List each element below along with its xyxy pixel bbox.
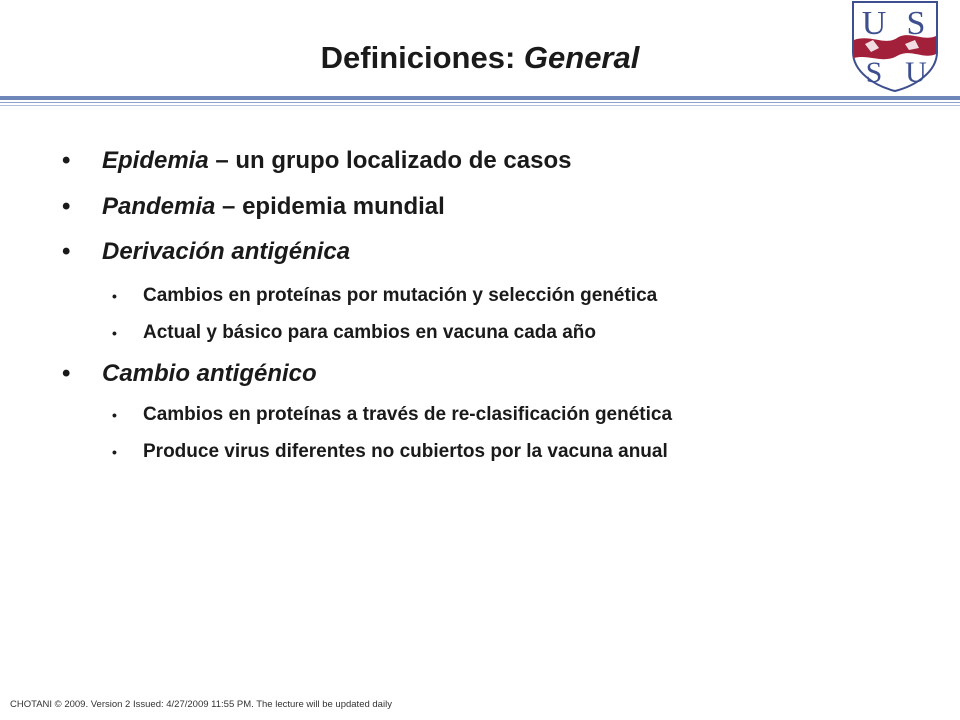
logo-letter-1: U <box>861 5 887 42</box>
title-prefix: Definiciones: <box>320 40 524 75</box>
usu-logo <box>845 0 945 92</box>
title-rule-thin <box>0 102 960 103</box>
sub-bullet-text: Cambios en proteínas por mutación y selección genética <box>143 285 658 306</box>
bullet-term: Derivación antigénica <box>102 238 351 265</box>
title-rule-thin-2 <box>0 105 960 106</box>
sub-bullet-dot: • <box>112 407 117 423</box>
bullet-term: Epidemia <box>102 147 209 174</box>
bullet-term: Pandemia <box>102 193 216 220</box>
bullet-term: Cambio antigénico <box>102 360 317 387</box>
bullet-text: – un grupo localizado de casos <box>208 147 572 174</box>
sub-bullet-text: Produce virus diferentes no cubiertos por la vacuna anual <box>143 441 668 462</box>
logo-letter-4: U <box>905 56 927 89</box>
title-rule <box>0 96 960 100</box>
logo-letter-2: S <box>906 5 926 42</box>
sub-bullet-dot: • <box>112 444 117 460</box>
sub-bullet-dot: • <box>112 325 117 341</box>
slide-title <box>0 38 960 78</box>
sub-bullet-text: Actual y básico para cambios en vacuna cada año <box>143 322 597 343</box>
logo-letter-3: S <box>865 56 883 89</box>
title-emphasis: General <box>523 40 640 75</box>
bullet-dot: • <box>62 360 71 387</box>
bullet-dot: • <box>62 238 71 265</box>
bullet-dot: • <box>62 147 71 174</box>
bullet-text: – epidemia mundial <box>215 193 445 220</box>
sub-bullet-dot: • <box>112 288 117 304</box>
sub-bullet-text: Cambios en proteínas a través de re-clasificación genética <box>143 404 673 425</box>
bullet-dot: • <box>62 193 71 220</box>
footer-copyright: CHOTANI © 2009. Version 2 Issued: 4/27/2009 11:55 PM. The lecture will be updated daily <box>10 699 392 710</box>
